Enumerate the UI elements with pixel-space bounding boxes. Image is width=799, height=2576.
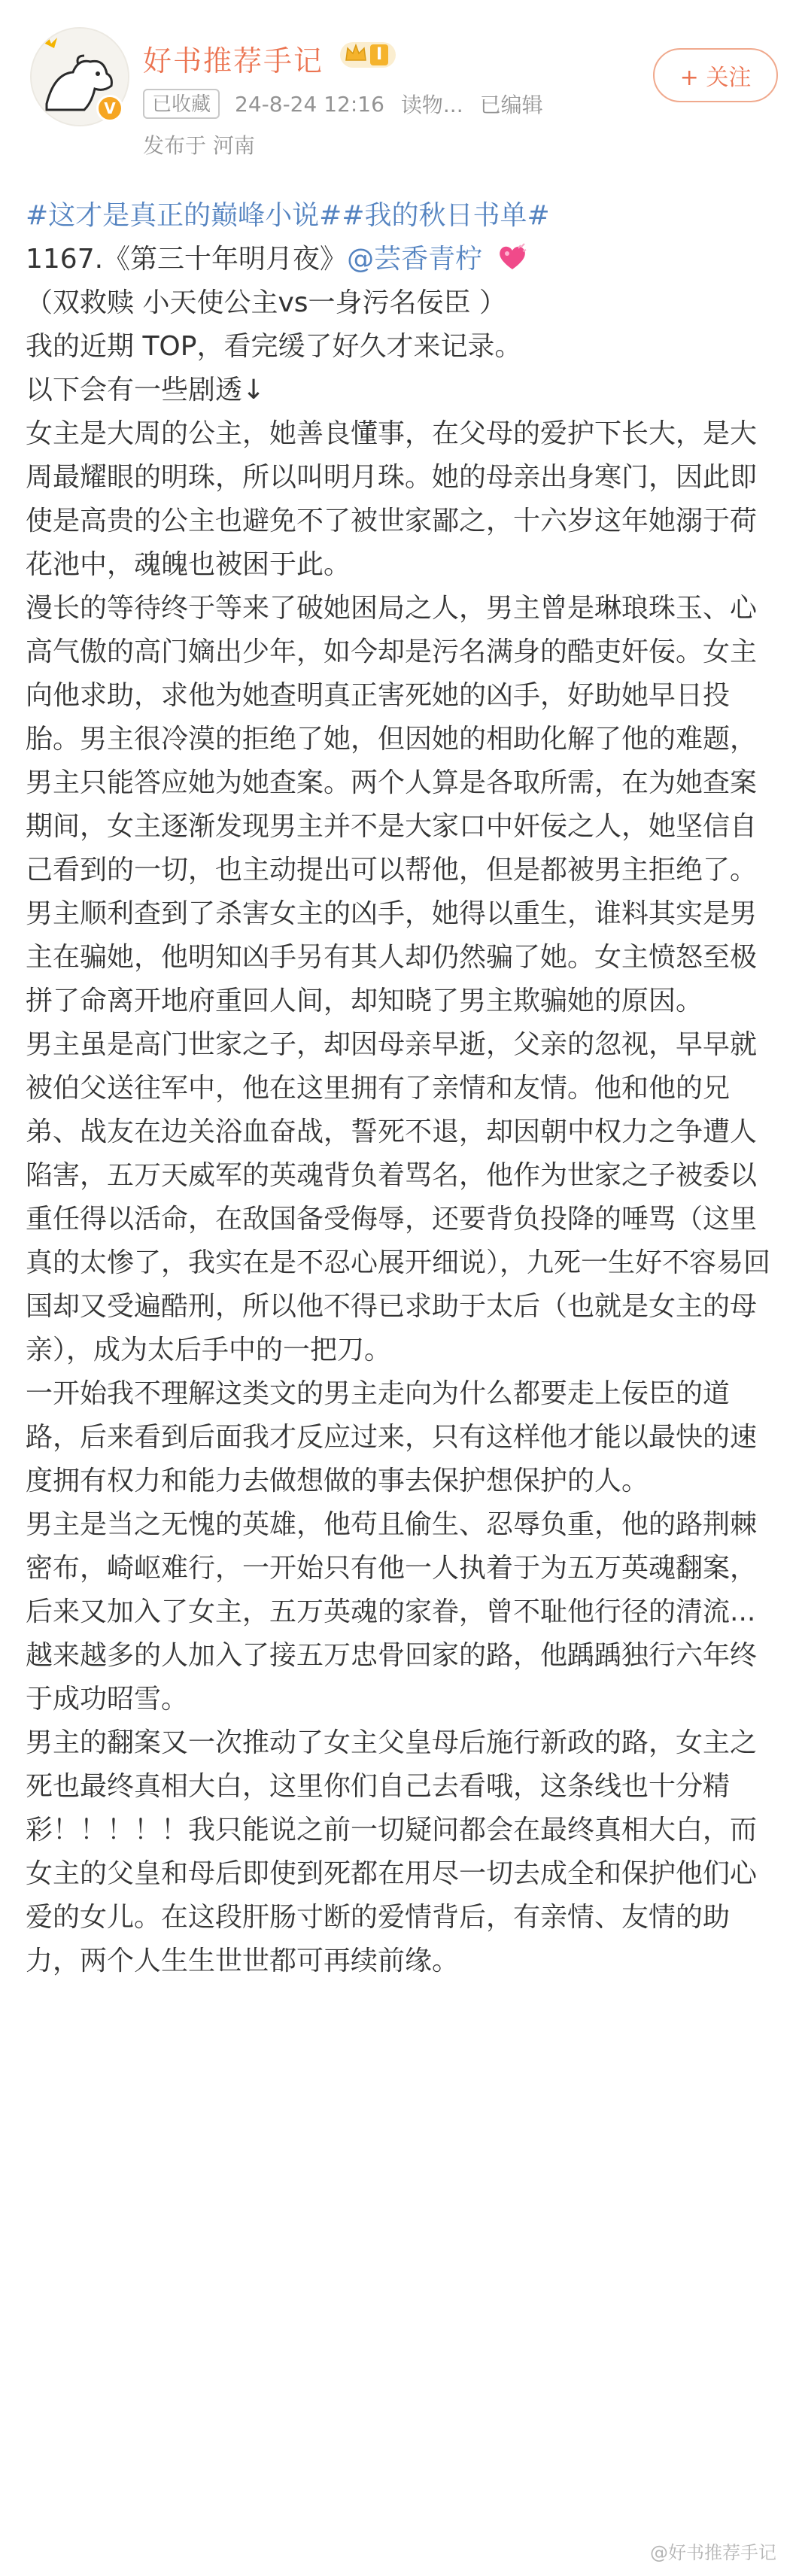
paragraph-4: 一开始我不理解这类文的男主走向为什么都要走上佞臣的道路，后来看到后面我才反应过来，只有这样他才能以最快的速度拥有权力和能力去做想做的事去保护想保护的人。: [26, 1378, 758, 1496]
book-subtitle: （双救赎 小天使公主vs一身污名佞臣 ）: [26, 287, 506, 318]
post-location: 发布于 河南: [143, 133, 255, 158]
book-title: 1167.《第三十年明月夜》: [26, 244, 348, 275]
paragraph-1: 女主是大周的公主，她善良懂事，在父母的爱护下长大，是大周最耀眼的明珠，所以叫明月珠。她的母亲出身寒门，因此即使是高贵的公主也避免不了被世家鄙之，十六岁这年她溺于荷花池中，魂魄也被困于此。: [26, 418, 758, 580]
hashtag-link[interactable]: #这才是真正的巅峰小说##我的秋日书单#: [26, 200, 550, 231]
verified-badge-icon: V: [96, 95, 123, 122]
paragraph-3: 男主虽是高门世家之子，却因母亲早逝，父亲的忽视，早早就被伯父送往军中，他在这里拥有了亲情和友情。他和他的兄弟、战友在边关浴血奋战，誓死不退，却因朝中权力之争遭人陷害，五万天威军的英魂背负着骂名，他作为世家之子被委以重任得以活命，在敌国备受侮辱，还要背负投降的唾骂（这里真的太惨了，我实在是不忍心展开细说），九死一生好不容易回国却又受遍酷刑，所以他不得已求助于太后（也就是女主的母亲），成为太后手中的一把刀。: [26, 1029, 771, 1365]
post-header: [0, 0, 799, 173]
collected-badge[interactable]: 已收藏: [143, 89, 220, 119]
intro-line-2: 以下会有一些剧透↓: [26, 375, 266, 406]
author-mention[interactable]: @芸香青柠: [347, 244, 483, 275]
post-timestamp: 24-8-24 12:16: [235, 91, 384, 117]
hashtags: [26, 194, 778, 238]
intro-line-1: 我的近期 TOP，看完缓了好久才来记录。: [26, 331, 522, 362]
paragraph-5: 男主是当之无愧的英雄，他苟且偷生、忍辱负重，他的路荆棘密布，崎岖难行，一开始只有他一人执着于为五万英魂翻案，后来又加入了女主，五万英魂的家眷，曾不耻他行径的清流...越来越多的人加入了接五万忠骨回家的路，他踽踽独行六年终于成功昭雪。: [26, 1509, 758, 1715]
paragraph-6: 男主的翻案又一次推动了女主父皇母后施行新政的路，女主之死也最终真相大白，这里你们自己去看哦，这条线也十分精彩！！！！！我只能说之前一切疑问都会在最终真相大白，而女主的父皇和母后即使到死都在用尽一切去成全和保护他们心爱的女儿。在这段肝肠寸断的爱情背后，有亲情、友情的助力，两个人生生世世都可再续前缘。: [26, 1727, 758, 1976]
edited-label[interactable]: 已编辑: [479, 93, 543, 117]
account-name[interactable]: 好书推荐手记: [143, 44, 324, 77]
post-meta: [143, 89, 560, 119]
watermark: @好书推荐手记: [650, 2542, 776, 2563]
heart-icon: [496, 242, 529, 272]
level-badge: [340, 42, 396, 68]
level-value: I: [370, 44, 388, 65]
follow-button[interactable]: + 关注: [653, 48, 778, 102]
paragraph-2: 漫长的等待终于等来了破她困局之人，男主曾是琳琅珠玉、心高气傲的高门嫡出少年，如今却是污名满身的酷吏奸佞。女主向他求助，求他为她查明真正害死她的凶手，好助她早日投胎。男主很冷漠的拒绝了她，但因她的相助化解了他的难题，男主只能答应她为她查案。两个人算是各取所需，在为她查案期间，女主逐渐发现男主并不是大家口中奸佞之人，她坚信自己看到的一切，也主动提出可以帮他，但是都被男主拒绝了。男主顺利查到了杀害女主的凶手，她得以重生，谁料其实是男主在骗她，他明知凶手另有其人却仍然骗了她。女主愤怒至极拼了命离开地府重回人间，却知晓了男主欺骗她的原因。: [26, 593, 758, 1016]
post-content: [26, 194, 778, 1983]
book-title-line: [26, 238, 778, 281]
read-count: 读物...: [400, 93, 463, 117]
crown-icon: [343, 41, 369, 66]
